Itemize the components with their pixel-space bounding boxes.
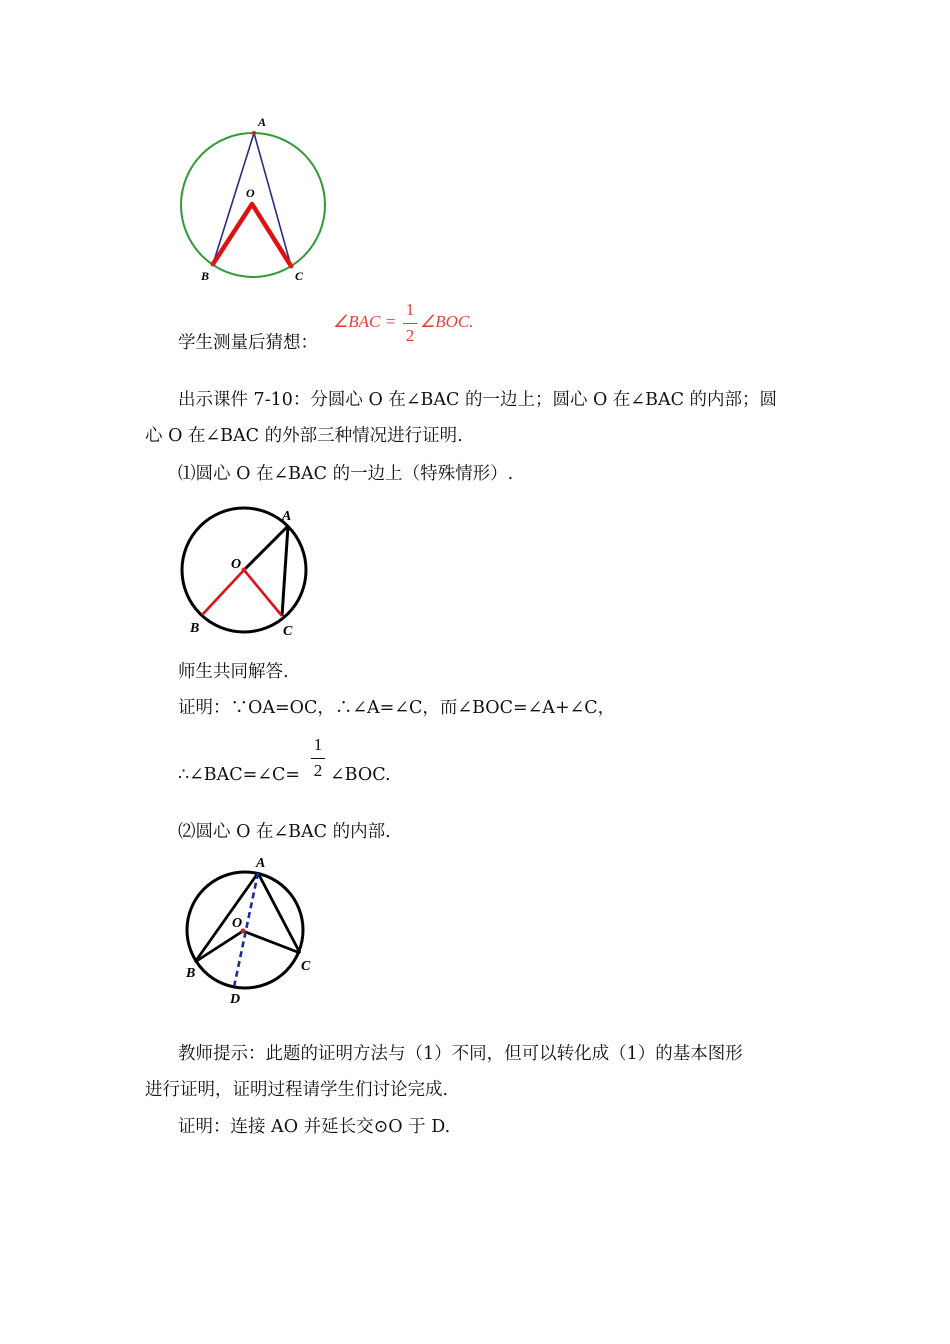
figure-2-radius-ob bbox=[202, 570, 244, 615]
figure-2-circle-diagram bbox=[170, 500, 320, 645]
guess-prefix: 学生测量后猜想： bbox=[178, 333, 318, 353]
figure-1-point-a bbox=[252, 131, 256, 135]
case-2-title: ⑵圆心 O 在∠BAC 的内部. bbox=[178, 822, 391, 842]
figure-3-label-a: A bbox=[256, 856, 266, 871]
guess-formula-left: ∠BAC = bbox=[333, 312, 397, 331]
figure-1-circle-diagram bbox=[170, 110, 340, 290]
case-1-frac-num: 1 bbox=[313, 735, 323, 754]
case-1-answer-note: 师生共同解答. bbox=[178, 662, 289, 682]
figure-1-label-b: B bbox=[201, 269, 210, 283]
figure-3-chord-ac bbox=[258, 873, 300, 953]
case-2-hint-line-1: 教师提示：此题的证明方法与（1）不同，但可以转化成（1）的基本图形 bbox=[178, 1044, 743, 1064]
figure-1-chord-ac bbox=[254, 133, 291, 266]
figure-2-radius-oc bbox=[244, 570, 282, 616]
figure-1-label-c: C bbox=[295, 269, 304, 283]
figure-3-label-d: D bbox=[230, 992, 241, 1007]
figure-1-point-b bbox=[211, 262, 216, 267]
figure-3-label-b: B bbox=[186, 966, 196, 981]
figure-1-point-c bbox=[289, 264, 294, 269]
case-1-proof-line-2-right: ∠BOC. bbox=[330, 765, 391, 785]
figure-2-point-o bbox=[242, 568, 247, 573]
figure-2-chord-ac bbox=[282, 526, 288, 616]
figure-3-label-c: C bbox=[301, 959, 311, 974]
figure-3-circle-diagram bbox=[170, 850, 330, 1010]
case-2-proof-line-1: 证明：连接 AO 并延长交⊙O 于 D. bbox=[178, 1117, 451, 1137]
figure-3-radius-ob bbox=[195, 931, 243, 962]
guess-frac-den: 2 bbox=[405, 326, 415, 345]
figure-2-label-a: A bbox=[282, 509, 292, 524]
case-1-title: ⑴圆心 O 在∠BAC 的一边上（特殊情形）. bbox=[178, 464, 514, 484]
figure-2-label-c: C bbox=[283, 624, 293, 639]
figure-1-label-a: A bbox=[258, 115, 267, 129]
figure-1-radii-ob-oc bbox=[213, 204, 291, 266]
figure-2-label-b: B bbox=[190, 621, 200, 636]
case-1-frac-bar bbox=[311, 758, 325, 759]
guess-formula-right: ∠BOC. bbox=[420, 312, 474, 331]
intro-line-2: 心 O 在∠BAC 的外部三种情况进行证明. bbox=[145, 426, 463, 446]
case-1-proof-line-2-left: ∴∠BAC=∠C= bbox=[178, 765, 301, 785]
figure-2-diameter-ao bbox=[244, 526, 288, 570]
figure-3-label-o: O bbox=[232, 916, 243, 931]
intro-line-1: 出示课件 7-10：分圆心 O 在∠BAC 的一边上；圆心 O 在∠BAC 的内部；圆 bbox=[178, 390, 778, 410]
case-1-proof-line-1: 证明：∵OA=OC，∴∠A=∠C，而∠BOC=∠A+∠C， bbox=[178, 698, 616, 718]
figure-2-label-o: O bbox=[231, 557, 242, 572]
guess-frac-num: 1 bbox=[405, 300, 415, 319]
case-1-frac-den: 2 bbox=[313, 761, 323, 780]
figure-1-label-o: O bbox=[246, 186, 255, 200]
case-2-hint-line-2: 进行证明，证明过程请学生们讨论完成. bbox=[145, 1080, 449, 1100]
guess-frac-bar bbox=[403, 323, 417, 324]
